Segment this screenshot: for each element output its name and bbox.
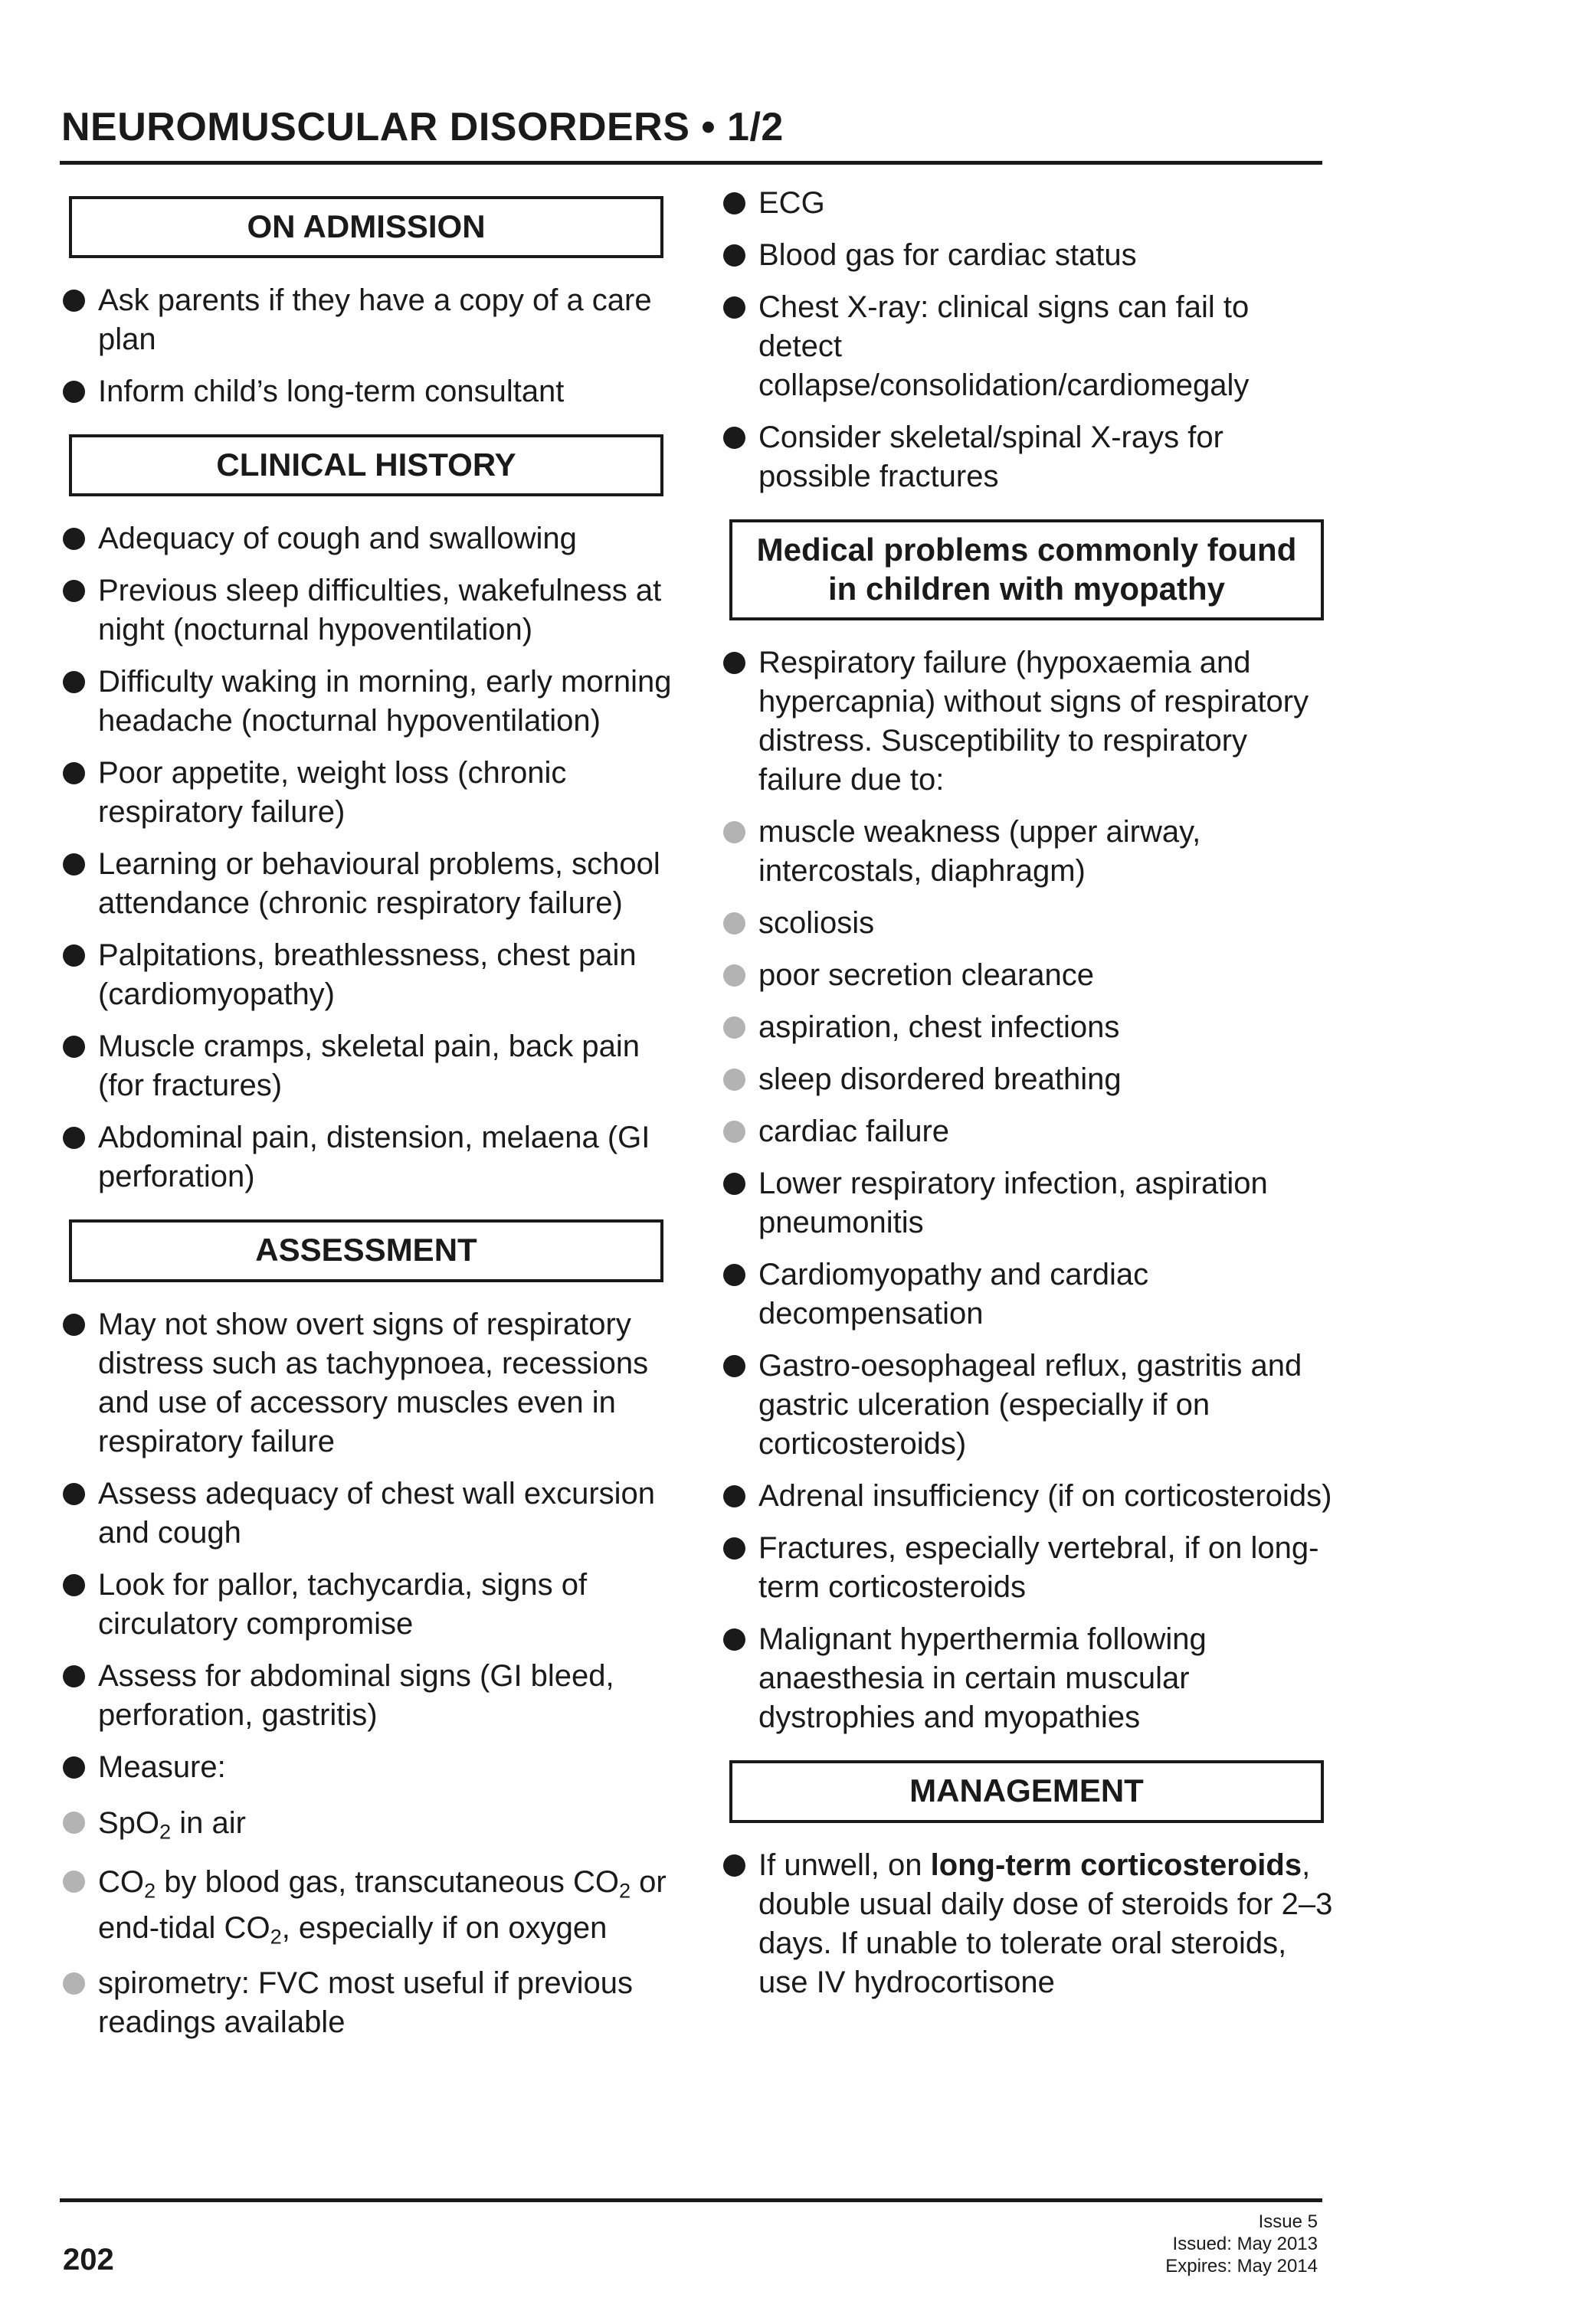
management-text: If unwell, on long-term corticosteroids, double usual daily dose of steroids for 2–3 days. If unable to tolerate oral steroids, use IV hydrocortisone	[758, 1848, 1333, 1999]
bullet-icon	[723, 1355, 745, 1377]
item-text: Adequacy of cough and swallowing	[98, 522, 577, 556]
item-text: muscle weakness (upper airway, intercostals, diaphragm)	[758, 815, 1201, 889]
grey-bullet-icon	[723, 821, 745, 843]
bullet-icon	[723, 652, 745, 674]
list-item	[723, 1620, 1336, 1737]
item-text: Inform child’s long-term consultant	[98, 375, 565, 409]
bullet-icon	[723, 1628, 745, 1651]
bullet-icon	[63, 853, 85, 876]
list-item	[723, 418, 1336, 496]
list-item	[723, 1164, 1336, 1242]
bullet-icon	[63, 381, 85, 403]
bullet-icon	[723, 1537, 745, 1560]
list-item	[63, 663, 676, 741]
list-item	[63, 1027, 676, 1105]
assessment-list	[63, 1305, 676, 2042]
item-text: Palpitations, breathlessness, chest pain (cardiomyopathy)	[98, 938, 637, 1012]
list-item	[723, 1347, 1336, 1464]
bullet-icon	[723, 1485, 745, 1507]
bullet-icon	[63, 1127, 85, 1149]
item-text: Abdominal pain, distension, melaena (GI perforation)	[98, 1121, 650, 1194]
list-item	[63, 754, 676, 832]
sub-list-item	[723, 813, 1336, 891]
sub-list-item	[723, 1112, 1336, 1151]
left-column	[63, 196, 676, 2055]
item-text: ECG	[758, 186, 825, 220]
management-list	[723, 1846, 1336, 2002]
list-item	[63, 1657, 676, 1735]
item-text: sleep disordered breathing	[758, 1062, 1122, 1097]
bullet-icon	[723, 296, 745, 319]
item-text: Malignant hyperthermia following anaesthesia in certain muscular dystrophies and myopathies	[758, 1622, 1207, 1735]
item-text: Measure:	[98, 1750, 226, 1784]
list-item	[63, 1475, 676, 1553]
issue-number: Issue 5	[1258, 2211, 1318, 2232]
list-item	[63, 1118, 676, 1196]
bullet-icon	[63, 1483, 85, 1505]
item-text: Respiratory failure (hypoxaemia and hypercapnia) without signs of respiratory distress. Susceptibility to respiratory failure due to:	[758, 646, 1309, 797]
grey-bullet-icon	[63, 1972, 85, 1995]
sub-list-item	[63, 1859, 676, 1951]
bullet-icon	[63, 1756, 85, 1779]
bullet-icon	[63, 580, 85, 602]
bullet-icon	[63, 1314, 85, 1336]
item-text: cardiac failure	[758, 1115, 950, 1149]
list-item	[723, 1846, 1336, 2002]
grey-bullet-icon	[723, 1121, 745, 1143]
list-item	[723, 1477, 1336, 1516]
grey-bullet-icon	[63, 1871, 85, 1893]
issued-date: Issued: May 2013	[1172, 2234, 1318, 2254]
sub-list-item	[723, 956, 1336, 995]
item-text: May not show overt signs of respiratory distress such as tachypnoea, recessions and use of accessory muscles even in respiratory failure	[98, 1307, 649, 1458]
item-text: aspiration, chest infections	[758, 1010, 1120, 1045]
sub-list-item	[723, 1060, 1336, 1099]
bullet-icon	[63, 762, 85, 784]
list-item	[723, 643, 1336, 800]
item-text: scoliosis	[758, 906, 875, 941]
list-item	[723, 1255, 1336, 1334]
list-item	[63, 281, 676, 359]
bullet-icon	[63, 528, 85, 550]
item-text: Chest X-ray: clinical signs can fail to detect collapse/consolidation/cardiomegaly	[758, 290, 1250, 402]
list-item	[723, 1529, 1336, 1607]
medical-problems-heading: Medical problems commonly found in children with myopathy	[729, 519, 1324, 620]
item-text: Poor appetite, weight loss (chronic respiratory failure)	[98, 756, 567, 830]
grey-bullet-icon	[723, 1016, 745, 1039]
title-rule	[60, 161, 1322, 165]
item-text: Fractures, especially vertebral, if on long-term corticosteroids	[758, 1531, 1319, 1605]
bullet-icon	[63, 1036, 85, 1058]
list-item	[63, 1748, 676, 1787]
page-title: NEUROMUSCULAR DISORDERS • 1/2	[61, 105, 784, 149]
sub-list-item	[723, 904, 1336, 943]
co2-text: $CO_2$ by blood gas, transcutaneous $CO_2$ or end-tidal $CO_2$, especially if on oxygen	[98, 1864, 667, 1949]
item-text: Assess for abdominal signs (GI bleed, perforation, gastritis)	[98, 1658, 614, 1732]
list-item	[63, 571, 676, 650]
grey-bullet-icon	[63, 1812, 85, 1834]
item-text: Learning or behavioural problems, school attendance (chronic respiratory failure)	[98, 847, 660, 921]
list-item	[723, 288, 1336, 405]
item-text: Blood gas for cardiac status	[758, 238, 1137, 272]
bullet-icon	[723, 1264, 745, 1286]
sub-list-item	[723, 1008, 1336, 1047]
item-text: Lower respiratory infection, aspiration pneumonitis	[758, 1167, 1268, 1240]
bullet-icon	[723, 244, 745, 267]
list-item	[63, 936, 676, 1014]
item-text: Adrenal insufficiency (if on corticosteroids)	[758, 1479, 1332, 1514]
spo2-text: SpO$_2$ in air	[98, 1805, 246, 1844]
bullet-icon	[63, 290, 85, 312]
page-number: 202	[63, 2243, 114, 2277]
on-admission-heading: ON ADMISSION	[69, 196, 663, 258]
list-item	[63, 845, 676, 923]
item-text: Assess adequacy of chest wall excursion and cough	[98, 1476, 656, 1550]
item-text: Difficulty waking in morning, early morning headache (nocturnal hypoventilation)	[98, 665, 672, 738]
sub-list-item	[63, 1964, 676, 2042]
sub-list-item	[63, 1800, 676, 1846]
bullet-icon	[63, 944, 85, 967]
right-column	[723, 184, 1336, 2015]
clinical-history-list	[63, 519, 676, 1196]
issue-info	[1165, 2211, 1318, 2277]
bullet-icon	[63, 1665, 85, 1687]
grey-bullet-icon	[723, 912, 745, 935]
management-heading: MANAGEMENT	[729, 1760, 1324, 1822]
list-item	[63, 1305, 676, 1462]
list-item	[63, 372, 676, 411]
grey-bullet-icon	[723, 1069, 745, 1091]
item-text: Consider skeletal/spinal X-rays for possible fractures	[758, 421, 1223, 493]
list-item	[723, 184, 1336, 223]
item-text: spirometry: FVC most useful if previous readings available	[98, 1966, 633, 2039]
item-text: Cardiomyopathy and cardiac decompensation	[758, 1258, 1149, 1331]
item-text: Previous sleep difficulties, wakefulness at night (nocturnal hypoventilation)	[98, 574, 662, 647]
expiry-date: Expires: May 2014	[1165, 2256, 1318, 2277]
list-item	[63, 519, 676, 558]
item-text: Ask parents if they have a copy of a care plan	[98, 283, 652, 357]
bullet-icon	[63, 1574, 85, 1596]
list-item	[63, 1566, 676, 1644]
bullet-icon	[723, 427, 745, 449]
item-text: Gastro-oesophageal reflux, gastritis and gastric ulceration (especially if on corticosteroids)	[758, 1349, 1302, 1462]
item-text: Muscle cramps, skeletal pain, back pain (for fractures)	[98, 1029, 640, 1103]
footer-rule	[60, 2198, 1322, 2202]
medical-problems-list	[723, 643, 1336, 1737]
item-text: Look for pallor, tachycardia, signs of circulatory compromise	[98, 1567, 588, 1641]
bullet-icon	[723, 1854, 745, 1877]
grey-bullet-icon	[723, 964, 745, 987]
clinical-history-heading: CLINICAL HISTORY	[69, 434, 663, 496]
on-admission-list	[63, 281, 676, 411]
list-item	[723, 236, 1336, 275]
assessment-continued-list	[723, 184, 1336, 496]
bullet-icon	[723, 192, 745, 214]
bullet-icon	[723, 1173, 745, 1195]
item-text: poor secretion clearance	[758, 958, 1095, 993]
assessment-heading: ASSESSMENT	[69, 1219, 663, 1281]
bullet-icon	[63, 671, 85, 693]
